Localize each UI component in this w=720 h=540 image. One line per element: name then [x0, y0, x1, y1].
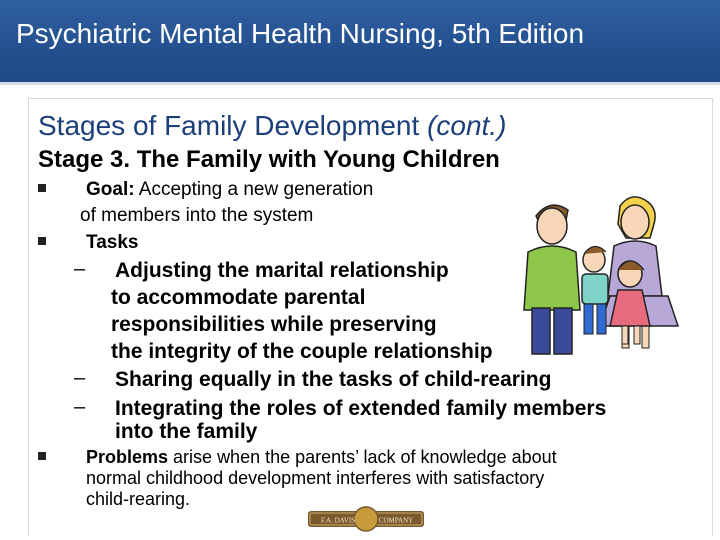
goal-text-2: of members into the system — [80, 205, 314, 226]
task-1-line-1: Adjusting the marital relationship — [115, 259, 449, 282]
logo-text-right: COMPANY — [378, 516, 414, 525]
bullet-square-icon — [38, 237, 46, 245]
task-2-line-1: Sharing equally in the tasks of child-rearing — [115, 368, 552, 391]
tasks-label: Tasks — [86, 232, 139, 253]
header-divider — [0, 82, 720, 85]
bullet-square-icon — [38, 452, 46, 460]
problems-text-3: child-rearing. — [86, 489, 191, 509]
slide-title-main: Stages of Family Development — [38, 110, 420, 141]
problems-line-1 — [86, 447, 557, 468]
slide-header — [0, 0, 720, 82]
slide-title-suffix: (cont.) — [427, 110, 507, 141]
family-illustration — [522, 188, 688, 358]
logo-text-left: F.A. DAVIS — [320, 516, 356, 525]
task-3-line-2: into the family — [115, 420, 258, 443]
task-3-line-1: Integrating the roles of extended family members — [115, 397, 607, 420]
problems-text-2: normal childhood development interferes with satisfactory — [86, 468, 545, 488]
dash-bullet-icon: – — [74, 258, 86, 280]
goal-line-1 — [86, 179, 373, 201]
problems-text-1: arise when the parents’ lack of knowledge about — [173, 447, 557, 467]
task-1-line-3: responsibilities while preserving — [111, 313, 437, 336]
dash-bullet-icon: – — [74, 396, 86, 418]
bullet-square-icon — [38, 184, 46, 192]
slide-title — [38, 110, 506, 142]
problems-label: Problems — [86, 447, 169, 467]
task-1-line-2: to accommodate parental — [111, 286, 366, 309]
task-1-line-4: the integrity of the couple relationship — [111, 340, 493, 363]
fa-davis-logo — [308, 506, 424, 532]
goal-text-1: Accepting a new generation — [138, 179, 374, 200]
goal-label: Goal: — [86, 179, 135, 200]
slide-subtitle: Stage 3. The Family with Young Children — [38, 146, 500, 173]
dash-bullet-icon: – — [74, 367, 86, 389]
book-title: Psychiatric Mental Health Nursing, 5th Edition — [16, 18, 585, 49]
